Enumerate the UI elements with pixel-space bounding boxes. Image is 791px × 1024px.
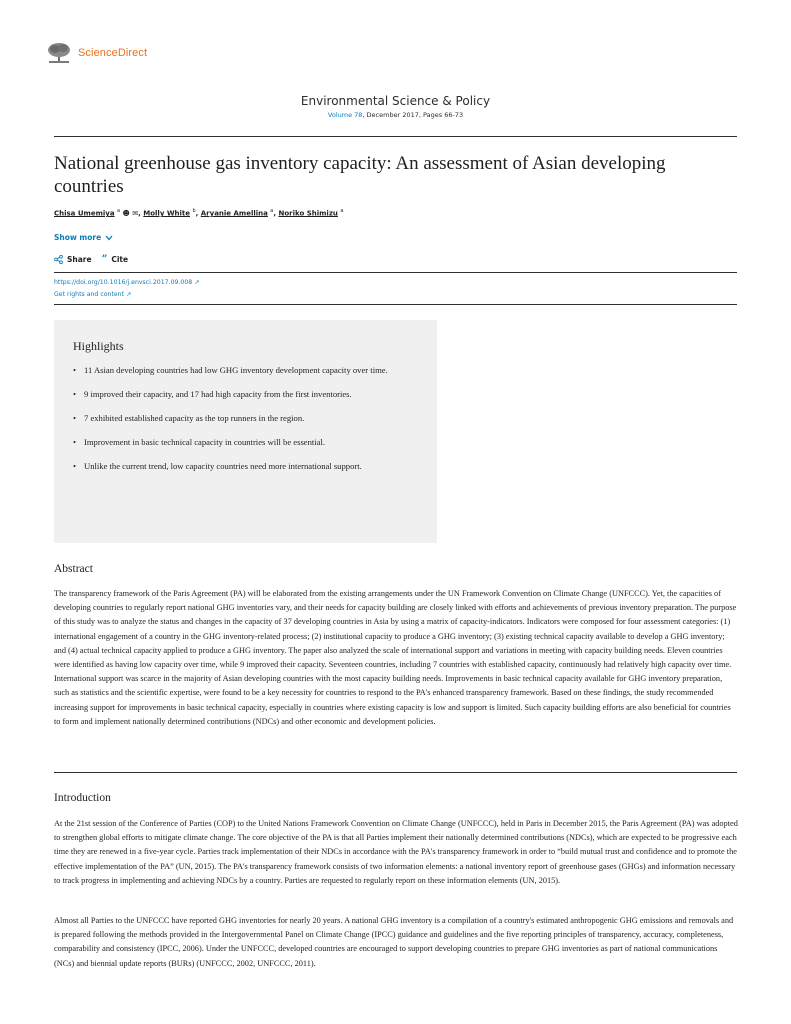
share-label: Share — [67, 255, 92, 264]
author-link[interactable]: Noriko Shimizu — [278, 209, 338, 218]
introduction-heading: Introduction — [54, 792, 111, 804]
show-more-label: Show more — [54, 233, 102, 242]
sciencedirect-logo[interactable] — [46, 42, 147, 64]
rights-link[interactable] — [54, 291, 131, 298]
cite-label: Cite — [111, 255, 129, 264]
elsevier-tree-icon — [46, 42, 72, 64]
highlights-list — [73, 363, 403, 483]
abstract-divider — [54, 772, 737, 773]
author-affiliation-sup[interactable]: b — [192, 208, 196, 214]
share-icon — [54, 255, 63, 264]
journal-volume-link[interactable]: Volume 78 — [327, 111, 363, 119]
highlight-item: • 7 exhibited established capacity as the top runners in the region. — [73, 411, 403, 426]
highlights-box — [54, 320, 437, 543]
logo-text: ScienceDirect — [78, 47, 148, 59]
external-link-icon: ↗ — [126, 291, 132, 298]
author-link[interactable]: Chisa Umemiya — [54, 209, 115, 218]
journal-issue-pages: , December 2017, Pages 66-73 — [362, 111, 464, 119]
author-affiliation-sup[interactable]: a — [270, 208, 274, 214]
quote-icon: ” — [101, 253, 108, 265]
abstract-text: The transparency framework of the Paris Agreement (PA) will be elaborated from the existing arrangements under the UN Framework Convention on Climate Change (UNFCCC). Yet, the capacities of developing countries to regularly report national GHG inventories vary, and their needs for capacity building are closely linked with efforts and achievements of previous inventory preparation. The purpose of this study was to analyze the status and changes in the capacity of 37 developing countries in Asia by using a matrix of capacity-indicators. Indicators were composed for four assessment categories: (1) international engagement of a country in the GHG inventory-related process; (2) institutional capacity to produce a GHG inventory; (3) existing technical capacity available to develop a GHG inventory; and (4) actual technical capacity applied to produce a GHG inventory. The paper also analyzed the scale of international support and variations in meeting with capacity building needs. Eleven countries were identified as having low capacity over time, while 9 improved their capacity. Seventeen countries, including 7 countries with established capacity, continuously had relatively high capacity over time. International support was scarce in the majority of Asian developing countries with the most capacity building needs. Improvements in basic technical capacity available for GHG inventory preparation, such as statistics and the scientific expertise, were found to be a key necessity for countries to respond to the PA's enhanced transparency framework. Based on these findings, the study recommended increasing support for improvements in basic technical capacity, especially in countries where existing capacity is low and support is limited. Such capacity building efforts are also beneficial for countries to form and implement nationally determined contributions (NDCs) and other economic and development policies. — [54, 589, 737, 726]
highlight-item: • 9 improved their capacity, and 17 had high capacity from the first inventories. — [73, 387, 403, 402]
chevron-down-icon — [105, 235, 113, 241]
introduction-paragraph-2: Almost all Parties to the UNFCCC have reported GHG inventories for nearly 20 years. A national GHG inventory is a compilation of a country's estimated anthropogenic GHG emissions and removals and is prepared following the methods provided in the Intergovernmental Panel on Climate Change (IPCC) guidance and guidelines and the five reporting principles of transparency, accuracy, completeness, comparability and consistency (IPCC, 2006). Under the UNFCCC, developed countries are encouraged to support developing countries to prepare GHG inventories as part of national communications (NCs) and biennial update reports (BURs) (UNFCCC, 2002, UNFCCC, 2011). — [54, 916, 734, 968]
show-more-button[interactable] — [54, 233, 113, 242]
author-link[interactable]: Molly White — [143, 209, 191, 218]
highlight-item: • Improvement in basic technical capacity in countries will be essential. — [73, 435, 403, 450]
doi-divider — [54, 304, 737, 305]
external-link-icon: ↗ — [194, 279, 200, 286]
highlight-item: • 11 Asian developing countries had low GHG inventory development capacity over time. — [73, 363, 403, 378]
article-title: National greenhouse gas inventory capacity: An assessment of Asian developing countries — [54, 153, 666, 197]
rights-text: Get rights and content — [54, 291, 125, 298]
person-icon[interactable]: ☻ — [122, 209, 130, 218]
email-icon[interactable]: ✉ — [132, 209, 139, 218]
doi-link[interactable] — [54, 279, 199, 286]
introduction-paragraph-1: At the 21st session of the Conference of Parties (COP) to the United Nations Framework Convention on Climate Change (UNFCCC), held in Paris in December 2015, the Paris Agreement (PA) was adopted to strengthen global efforts to mitigate climate change. The core objective of the PA is that all Parties implement their nationally determined contributions (NDCs), which are expected to be progressive each time they are renewed in a five-year cycle. Parties track implementation of their NDCs in accordance with the PA's transparency framework in order to “build mutual trust and confidence and to promote the effective implementation of the PA” (UN, 2015). The PA's transparency framework consists of two information elements: a national inventory report of greenhouse gases (GHGs) and information necessary to track progress in implementing and achieving NDCs by a country. Parties are requested to regularly report on these information elements (UN, 2015). — [54, 819, 738, 885]
share-button[interactable] — [54, 255, 92, 264]
highlight-item: • Unlike the current trend, low capacity countries need more international support. — [73, 459, 403, 474]
doi-text: https://doi.org/10.1016/j.envsci.2017.09.008 — [54, 279, 193, 286]
author-list: Chisa Umemiya $^a$ ☻ ✉, Molly White $^b$, Aryanie Amellina $^a$, Noriko Shimizu $^a$ — [54, 208, 344, 218]
highlights-title: Highlights — [73, 339, 124, 353]
header-divider — [54, 136, 737, 137]
journal-name[interactable]: Environmental Science & Policy — [300, 94, 491, 108]
actions-divider — [54, 272, 737, 273]
author-affiliation-sup[interactable]: a — [117, 208, 121, 214]
abstract-heading: Abstract — [54, 563, 93, 575]
journal-details — [0, 111, 791, 119]
cite-button[interactable] — [102, 255, 129, 264]
author-affiliation-sup[interactable]: a — [340, 208, 344, 214]
article-actions — [54, 255, 138, 264]
author-link[interactable]: Aryanie Amellina — [200, 209, 268, 218]
